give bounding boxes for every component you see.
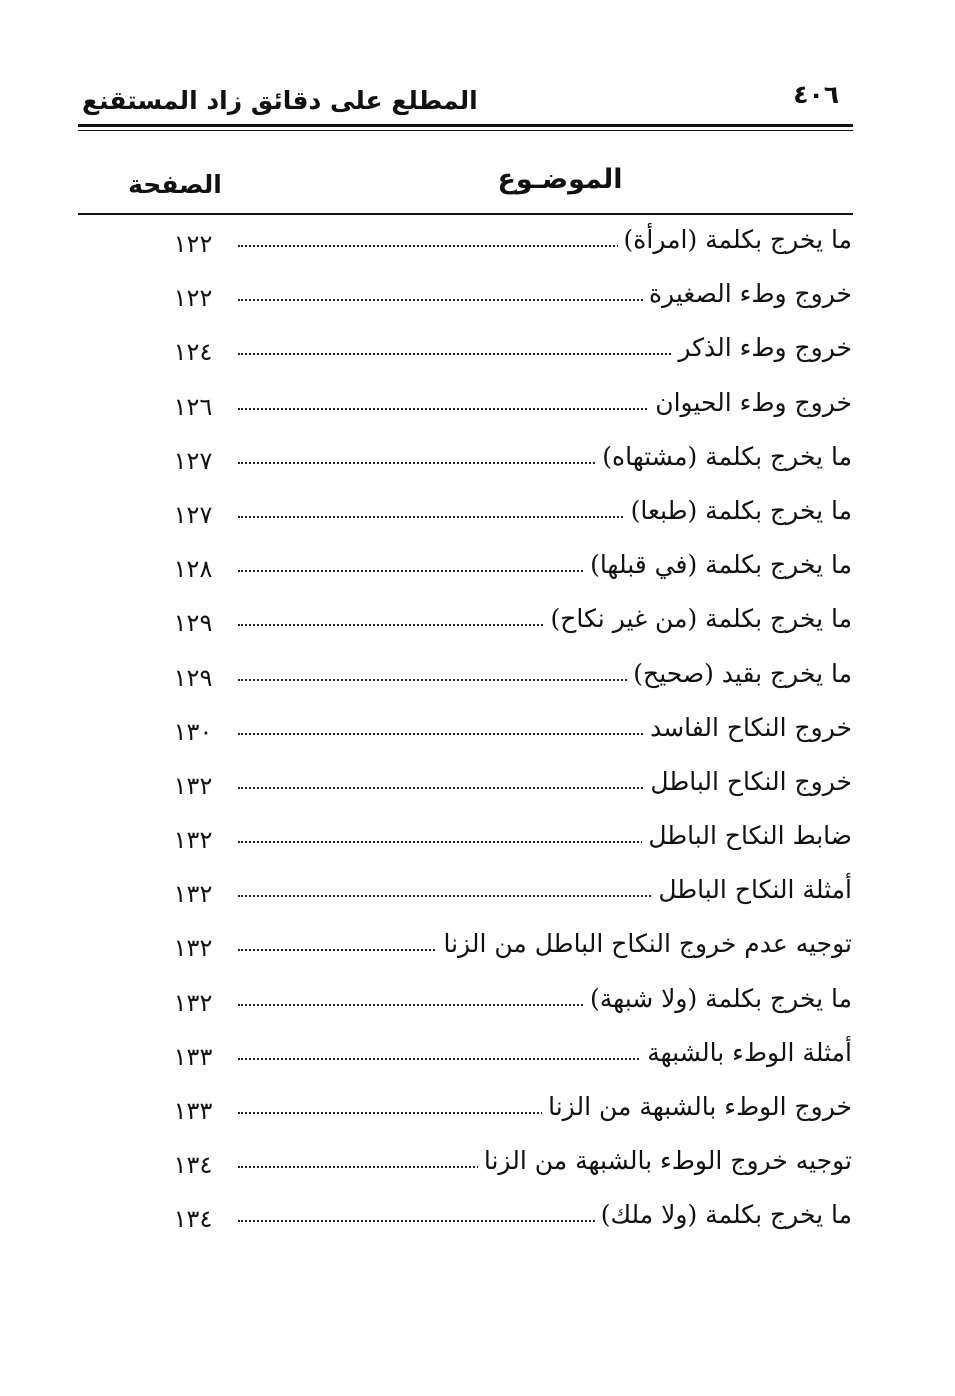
toc-entry-page: ١٣٢ bbox=[173, 934, 213, 963]
page-column-heading: الصفحة bbox=[128, 170, 222, 199]
toc-entry-title: ما يخرج بكلمة (ولا ملك) bbox=[595, 1199, 852, 1231]
toc-entry bbox=[140, 218, 852, 272]
toc-entry-page: ١٣٤ bbox=[173, 1151, 213, 1180]
toc-entry-page: ١٢٧ bbox=[173, 500, 213, 529]
toc-entry-title: خروج وطء الذكر bbox=[672, 332, 852, 364]
toc-entry-title: ما يخرج بكلمة (في قبلها) bbox=[584, 549, 852, 581]
toc-entry-page: ١٣٢ bbox=[173, 826, 213, 855]
toc-entry-title: ما يخرج بكلمة (ولا شبهة) bbox=[584, 983, 852, 1015]
toc-entry-title: خروج وطء الحيوان bbox=[649, 387, 852, 419]
toc-entry bbox=[140, 489, 852, 543]
column-heading-rule bbox=[78, 213, 853, 215]
toc-entry-title: خروج وطء الصغيرة bbox=[643, 278, 852, 310]
toc-entry-title: أمثلة النكاح الباطل bbox=[652, 874, 852, 906]
page-number: ٤٠٦ bbox=[793, 80, 839, 109]
toc-entry-title: توجيه خروج الوطء بالشبهة من الزنا bbox=[478, 1145, 852, 1177]
toc-entry bbox=[140, 1193, 852, 1247]
toc-entry-title: ما يخرج بكلمة (من غير نكاح) bbox=[544, 603, 852, 635]
toc-entry bbox=[140, 814, 852, 868]
toc-entry-page: ١٣٢ bbox=[173, 988, 213, 1017]
toc-entry-title: ما يخرج بكلمة (امرأة) bbox=[618, 224, 852, 256]
toc-entry bbox=[140, 272, 852, 326]
toc-entry bbox=[140, 868, 852, 922]
toc-entry-page: ١٢٦ bbox=[173, 392, 213, 421]
toc-entry-page: ١٢٨ bbox=[173, 555, 213, 584]
header-rule-thin bbox=[78, 130, 853, 131]
toc-entry-page: ١٣٢ bbox=[173, 771, 213, 800]
header-rule-thick bbox=[78, 124, 853, 127]
toc-entry-page: ١٢٧ bbox=[173, 446, 213, 475]
toc-entry-page: ١٢٤ bbox=[173, 338, 213, 367]
toc-entry-page: ١٢٩ bbox=[173, 663, 213, 692]
toc-entry-page: ١٣٣ bbox=[173, 1097, 213, 1125]
toc-entry bbox=[140, 977, 852, 1031]
toc-entry-title: ضابط النكاح الباطل bbox=[642, 820, 852, 852]
toc-entry-title: خروج الوطء بالشبهة من الزنا bbox=[542, 1091, 852, 1123]
toc-entry bbox=[140, 706, 852, 760]
running-header bbox=[78, 78, 853, 122]
toc-entry-page: ١٢٢ bbox=[173, 230, 213, 258]
toc-entry bbox=[140, 435, 852, 489]
toc-entry-page: ١٣٤ bbox=[173, 1205, 213, 1234]
toc-entry bbox=[140, 760, 852, 814]
toc-entry-page: ١٣٠ bbox=[173, 717, 213, 746]
toc-entry-page: ١٢٩ bbox=[173, 609, 213, 638]
toc-entry bbox=[140, 597, 852, 651]
toc-entry bbox=[140, 1139, 852, 1193]
toc-entry-title: ما يخرج بكلمة (مشتهاه) bbox=[596, 441, 852, 473]
toc-entry bbox=[140, 326, 852, 380]
toc-entry-page: ١٢٢ bbox=[173, 284, 213, 313]
toc-entry-page: ١٣٢ bbox=[173, 880, 213, 909]
toc-entry bbox=[140, 543, 852, 597]
topic-column-heading: الموضـوع bbox=[497, 164, 623, 195]
toc-entry bbox=[140, 922, 852, 976]
table-of-contents bbox=[140, 218, 852, 1248]
toc-entry-title: أمثلة الوطء بالشبهة bbox=[641, 1037, 852, 1069]
toc-entry-title: ما يخرج بكلمة (طبعا) bbox=[625, 495, 852, 527]
toc-entry-title: خروج النكاح الباطل bbox=[644, 766, 852, 798]
toc-entry-title: ما يخرج بقيد (صحيح) bbox=[627, 658, 852, 690]
toc-entry bbox=[140, 381, 852, 435]
toc-entry bbox=[140, 652, 852, 706]
toc-entry-title: توجيه عدم خروج النكاح الباطل من الزنا bbox=[437, 928, 852, 960]
book-title: المطلع على دقائق زاد المستقنع bbox=[82, 86, 478, 115]
toc-entry bbox=[140, 1031, 852, 1085]
toc-entry-title: خروج النكاح الفاسد bbox=[644, 712, 852, 744]
toc-entry-page: ١٣٣ bbox=[173, 1042, 213, 1071]
toc-entry bbox=[140, 1085, 852, 1139]
